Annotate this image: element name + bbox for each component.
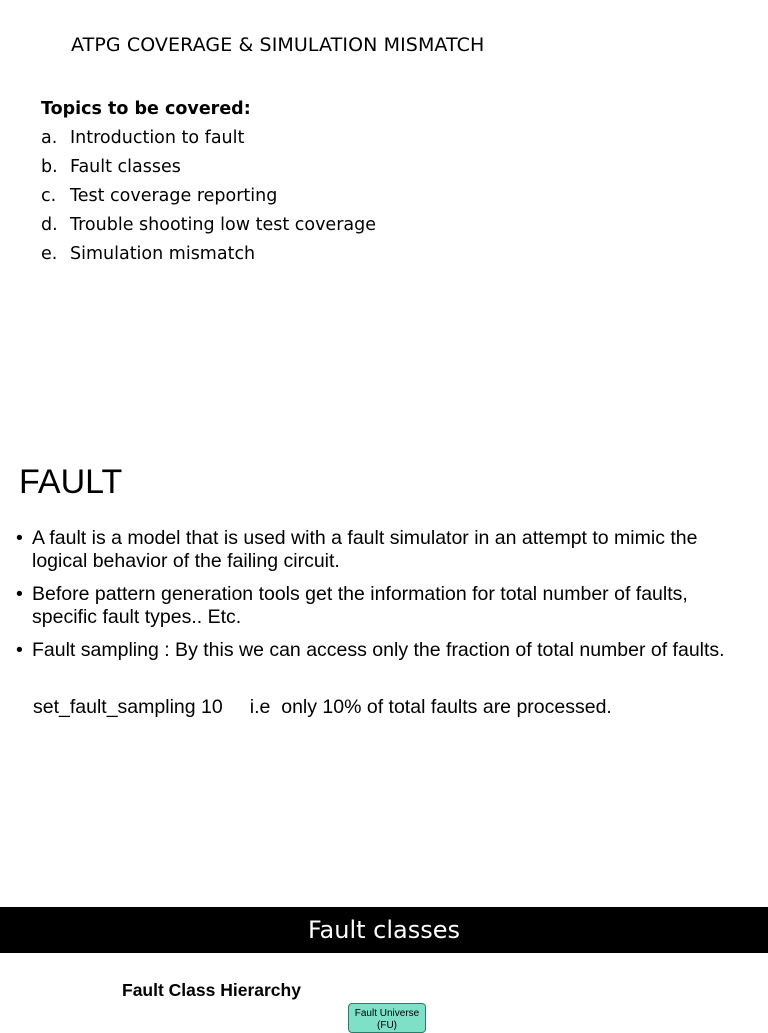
topic-list — [41, 126, 376, 271]
topics-section — [41, 97, 376, 271]
topic-text: Test coverage reporting — [70, 186, 278, 206]
node-label: Fault Universe — [354, 1008, 420, 1019]
topic-letter: d. — [41, 215, 58, 235]
hierarchy-title: Fault Class Hierarchy — [122, 980, 301, 1000]
bullet-dot-icon: • — [16, 527, 23, 549]
bullet-item — [16, 527, 736, 573]
fault-heading: FAULT — [19, 463, 123, 501]
bullet-text: A fault is a model that is used with a fault simulator in an attempt to mimic the logical behavior of the failing circuit. — [32, 527, 698, 572]
node-abbrev: (FU) — [377, 1020, 397, 1031]
topic-item — [41, 126, 376, 155]
topic-item — [41, 242, 376, 271]
bullet-item — [16, 583, 736, 629]
topic-text: Fault classes — [70, 157, 181, 177]
fault-bullet-list — [16, 527, 736, 672]
bullet-text: Before pattern generation tools get the information for total number of faults, specific fault types.. Etc. — [32, 583, 688, 628]
topic-text: Simulation mismatch — [70, 244, 256, 264]
bullet-dot-icon: • — [16, 583, 23, 605]
topic-item — [41, 213, 376, 242]
topic-letter: a. — [41, 128, 58, 148]
topic-text: Trouble shooting low test coverage — [70, 215, 376, 235]
fault-sampling-example: set_fault_sampling 10 i.e only 10% of total faults are processed. — [33, 696, 612, 718]
bullet-text: Fault sampling : By this we can access only the fraction of total number of faults. — [32, 639, 725, 661]
topic-item — [41, 184, 376, 213]
document-title: ATPG COVERAGE & SIMULATION MISMATCH — [71, 34, 485, 56]
topics-heading: Topics to be covered: — [41, 99, 251, 119]
topic-letter: b. — [41, 157, 58, 177]
topic-item — [41, 155, 376, 184]
topic-text: Introduction to fault — [70, 128, 245, 148]
topic-letter: e. — [41, 244, 58, 264]
bullet-dot-icon: • — [16, 639, 23, 661]
topic-letter: c. — [41, 186, 57, 206]
fault-universe-node — [348, 1003, 426, 1033]
bullet-item — [16, 639, 736, 662]
fault-classes-banner: Fault classes — [0, 907, 768, 953]
